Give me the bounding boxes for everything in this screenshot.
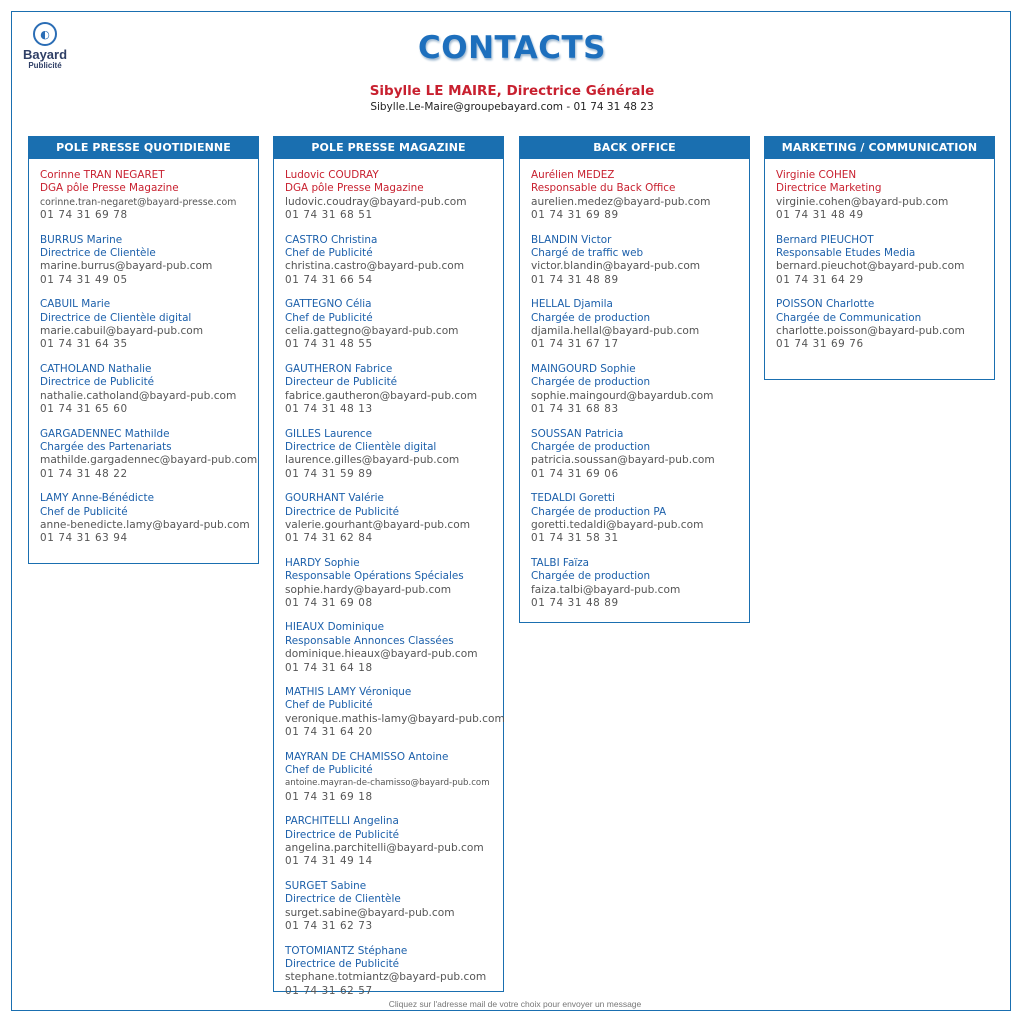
contact-email-link[interactable]: laurence.gilles@bayard-pub.com xyxy=(285,454,460,467)
contact-entry xyxy=(531,169,749,223)
contact-email-link[interactable]: fabrice.gautheron@bayard-pub.com xyxy=(285,389,478,402)
column-header: BACK OFFICE xyxy=(520,137,749,159)
contact-entry xyxy=(285,363,503,417)
contact-name: LAMY Anne-Bénédicte xyxy=(40,492,154,505)
contact-entry xyxy=(531,363,749,417)
contact-phone: 01 74 31 69 06 xyxy=(531,467,619,480)
contact-entry xyxy=(285,686,503,740)
contact-role: Chef de Publicité xyxy=(285,247,373,260)
contact-name: SOUSSAN Patricia xyxy=(531,427,624,440)
contact-phone: 01 74 31 64 18 xyxy=(285,661,373,674)
contact-name: HELLAL Djamila xyxy=(531,298,613,311)
contact-phone: 01 74 31 65 60 xyxy=(40,403,128,416)
contact-role: Directrice de Clientèle digital xyxy=(40,311,192,324)
contact-email-link[interactable]: mathilde.gargadennec@bayard-pub.com xyxy=(40,454,258,467)
contact-name: MAINGOURD Sophie xyxy=(531,362,636,375)
contact-entry xyxy=(531,298,749,352)
contact-name: CATHOLAND Nathalie xyxy=(40,362,152,375)
contact-email-link[interactable]: nathalie.catholand@bayard-pub.com xyxy=(40,389,237,402)
contact-name: SURGET Sabine xyxy=(285,879,367,892)
contact-phone: 01 74 31 69 78 xyxy=(40,209,128,222)
contact-email-link[interactable]: sophie.maingourd@bayardub.com xyxy=(531,389,714,402)
contact-role: Responsable du Back Office xyxy=(531,182,676,195)
contact-phone: 01 74 31 48 89 xyxy=(531,273,619,286)
contact-entry xyxy=(776,298,994,352)
column-pole-presse-quotidienne xyxy=(28,136,259,564)
contact-entry xyxy=(40,234,258,288)
contact-phone: 01 74 31 58 31 xyxy=(531,532,619,545)
contact-email-link[interactable]: anne-benedicte.lamy@bayard-pub.com xyxy=(40,518,250,531)
contact-email-link[interactable]: celia.gattegno@bayard-pub.com xyxy=(285,325,459,338)
contact-entry xyxy=(776,169,994,223)
contact-role: Chef de Publicité xyxy=(285,764,373,777)
contact-name: BURRUS Marine xyxy=(40,233,123,246)
contact-name: GARGADENNEC Mathilde xyxy=(40,427,170,440)
contact-role: Directrice Marketing xyxy=(776,182,882,195)
contact-role: Directrice de Publicité xyxy=(40,376,155,389)
contact-entry xyxy=(285,751,503,805)
contact-entry xyxy=(285,557,503,611)
contact-phone: 01 74 31 67 17 xyxy=(531,338,619,351)
logo-subtitle: Publicité xyxy=(28,61,62,70)
contact-entry xyxy=(285,880,503,934)
contact-entry xyxy=(776,234,994,288)
contact-name: CASTRO Christina xyxy=(285,233,378,246)
bayard-emblem-icon: ◐ xyxy=(33,22,57,46)
contact-name: Ludovic COUDRAY xyxy=(285,169,379,181)
contact-name: MATHIS LAMY Véronique xyxy=(285,686,412,698)
contact-phone: 01 74 31 68 51 xyxy=(285,209,373,222)
contact-role: Responsable Opérations Spéciales xyxy=(285,570,464,583)
contact-email-link[interactable]: victor.blandin@bayard-pub.com xyxy=(531,260,701,273)
contact-email-link[interactable]: faiza.talbi@bayard-pub.com xyxy=(531,583,681,596)
contact-name: GATTEGNO Célia xyxy=(285,298,372,311)
contact-role: Chargée de production PA xyxy=(531,505,667,518)
contact-phone: 01 74 31 48 22 xyxy=(40,467,128,480)
contact-entry xyxy=(531,492,749,546)
contact-role: Chef de Publicité xyxy=(285,699,373,712)
column-header: POLE PRESSE QUOTIDIENNE xyxy=(29,137,258,159)
contact-name: HIEAUX Dominique xyxy=(285,621,384,634)
contact-entry xyxy=(285,169,503,223)
contact-email-link[interactable]: bernard.pieuchot@bayard-pub.com xyxy=(776,260,965,273)
contact-email-link[interactable]: virginie.cohen@bayard-pub.com xyxy=(776,195,949,208)
contact-role: Chef de Publicité xyxy=(285,311,373,324)
contact-name: TEDALDI Goretti xyxy=(531,492,615,505)
contact-name: Aurélien MEDEZ xyxy=(531,169,615,181)
contact-email-link[interactable]: surget.sabine@bayard-pub.com xyxy=(285,906,455,919)
column-header: POLE PRESSE MAGAZINE xyxy=(274,137,503,159)
column-marketing-communication xyxy=(764,136,995,380)
contact-phone: 01 74 31 63 94 xyxy=(40,532,128,545)
contact-email-link[interactable]: antoine.mayran-de-chamisso@bayard-pub.com xyxy=(285,778,490,789)
contact-email-link[interactable]: christina.castro@bayard-pub.com xyxy=(285,260,465,273)
contact-phone: 01 74 31 48 89 xyxy=(531,596,619,609)
contact-entry xyxy=(531,234,749,288)
footer-note: Cliquez sur l'adresse mail de votre choix pour envoyer un message xyxy=(388,999,642,1009)
contact-phone: 01 74 31 62 57 xyxy=(285,984,373,997)
contact-phone: 01 74 31 48 13 xyxy=(285,403,373,416)
column-header: MARKETING / COMMUNICATION xyxy=(765,137,994,159)
contact-entry xyxy=(40,492,258,546)
contact-phone: 01 74 31 49 05 xyxy=(40,273,128,286)
contact-phone: 01 74 31 68 83 xyxy=(531,403,619,416)
contact-role: Chargée de production xyxy=(531,570,651,583)
logo-name: Bayard xyxy=(22,47,68,62)
contact-name: TALBI Faïza xyxy=(531,556,590,569)
contact-role: Directrice de Publicité xyxy=(285,505,400,518)
contact-email-link[interactable]: marine.burrus@bayard-pub.com xyxy=(40,260,213,273)
contact-name: Bernard PIEUCHOT xyxy=(776,233,874,246)
contact-phone: 01 74 31 69 08 xyxy=(285,596,373,609)
contact-email-link[interactable]: dominique.hieaux@bayard-pub.com xyxy=(285,648,478,661)
contact-name: GOURHANT Valérie xyxy=(285,492,384,505)
contact-phone: 01 74 31 69 76 xyxy=(776,338,864,351)
contact-email-link[interactable]: veronique.mathis-lamy@bayard-pub.com xyxy=(285,712,505,725)
contact-email-link[interactable]: corinne.tran-negaret@bayard-presse.com xyxy=(40,196,237,208)
contact-email-link[interactable]: goretti.tedaldi@bayard-pub.com xyxy=(531,518,704,531)
column-back-office xyxy=(519,136,750,623)
contact-entry xyxy=(40,169,258,223)
contact-phone: 01 74 31 66 54 xyxy=(285,273,373,286)
contact-entry xyxy=(531,557,749,611)
contact-entry xyxy=(531,428,749,482)
contact-phone: 01 74 31 64 29 xyxy=(776,273,864,286)
contact-email-link[interactable]: ludovic.coudray@bayard-pub.com xyxy=(285,195,467,208)
contact-role: Responsable Annonces Classées xyxy=(285,634,454,647)
contact-name: HARDY Sophie xyxy=(285,556,360,569)
contact-role: DGA pôle Presse Magazine xyxy=(40,182,179,195)
contact-role: Responsable Etudes Media xyxy=(776,247,916,260)
director-contact[interactable]: Sibylle.Le-Maire@groupebayard.com - 01 74 31 48 23 xyxy=(370,101,654,113)
contact-name: Virginie COHEN xyxy=(776,169,857,181)
contact-role: Directrice de Clientèle xyxy=(285,893,401,906)
contact-entry xyxy=(40,428,258,482)
contact-name: Corinne TRAN NEGARET xyxy=(40,169,165,181)
contact-role: Directrice de Publicité xyxy=(285,828,400,841)
contact-role: Directrice de Clientèle xyxy=(40,247,156,260)
contact-role: Chargée de production xyxy=(531,311,651,324)
contact-email-link[interactable]: djamila.hellal@bayard-pub.com xyxy=(531,325,700,338)
contact-email-link[interactable]: charlotte.poisson@bayard-pub.com xyxy=(776,325,965,338)
contact-name: MAYRAN DE CHAMISSO Antoine xyxy=(285,750,449,763)
contact-entry xyxy=(40,363,258,417)
contact-phone: 01 74 31 64 20 xyxy=(285,726,373,739)
contact-role: Chargée de production xyxy=(531,376,651,389)
contact-phone: 01 74 31 69 18 xyxy=(285,790,373,803)
contact-name: CABUIL Marie xyxy=(40,298,111,311)
contact-role: Chef de Publicité xyxy=(40,505,128,518)
contact-email-link[interactable]: angelina.parchitelli@bayard-pub.com xyxy=(285,842,484,855)
contact-name: BLANDIN Victor xyxy=(531,233,612,246)
contact-phone: 01 74 31 48 55 xyxy=(285,338,373,351)
contact-name: GAUTHERON Fabrice xyxy=(285,362,393,375)
contact-phone: 01 74 31 62 84 xyxy=(285,532,373,545)
contact-email-link[interactable]: aurelien.medez@bayard-pub.com xyxy=(531,195,711,208)
contact-role: Chargé de traffic web xyxy=(531,247,644,260)
contact-email-link[interactable]: marie.cabuil@bayard-pub.com xyxy=(40,325,204,338)
contact-role: Directrice de Clientèle digital xyxy=(285,440,437,453)
contact-phone: 01 74 31 64 35 xyxy=(40,338,128,351)
contact-phone: 01 74 31 62 73 xyxy=(285,920,373,933)
contact-email-link[interactable]: stephane.totmiantz@bayard-pub.com xyxy=(285,971,487,984)
contact-email-link[interactable]: valerie.gourhant@bayard-pub.com xyxy=(285,518,471,531)
contact-email-link[interactable]: sophie.hardy@bayard-pub.com xyxy=(285,583,452,596)
contact-entry xyxy=(285,428,503,482)
contact-name: GILLES Laurence xyxy=(285,427,373,440)
director-line: Sibylle LE MAIRE, Directrice Générale xyxy=(369,83,655,99)
contact-name: TOTOMIANTZ Stéphane xyxy=(285,944,408,957)
contact-role: Directeur de Publicité xyxy=(285,376,398,389)
contact-entry xyxy=(285,945,503,999)
contact-entry xyxy=(285,815,503,869)
contact-phone: 01 74 31 69 89 xyxy=(531,209,619,222)
contact-name: PARCHITELLI Angelina xyxy=(285,815,399,828)
contact-entry xyxy=(285,492,503,546)
contact-phone: 01 74 31 48 49 xyxy=(776,209,864,222)
page-title: CONTACTS xyxy=(417,30,606,66)
contact-role: Chargée de Communication xyxy=(776,311,922,324)
column-pole-presse-magazine xyxy=(273,136,505,997)
contact-role: DGA pôle Presse Magazine xyxy=(285,182,424,195)
contact-phone: 01 74 31 49 14 xyxy=(285,855,373,868)
contact-entry xyxy=(285,234,503,288)
contact-name: POISSON Charlotte xyxy=(776,298,875,311)
contact-entry xyxy=(285,621,503,675)
contact-role: Directrice de Publicité xyxy=(285,957,400,970)
contact-role: Chargée des Partenariats xyxy=(40,440,172,453)
contact-entry xyxy=(40,298,258,352)
contact-email-link[interactable]: patricia.soussan@bayard-pub.com xyxy=(531,454,715,467)
contact-entry xyxy=(285,298,503,352)
contact-phone: 01 74 31 59 89 xyxy=(285,467,373,480)
contact-role: Chargée de production xyxy=(531,440,651,453)
